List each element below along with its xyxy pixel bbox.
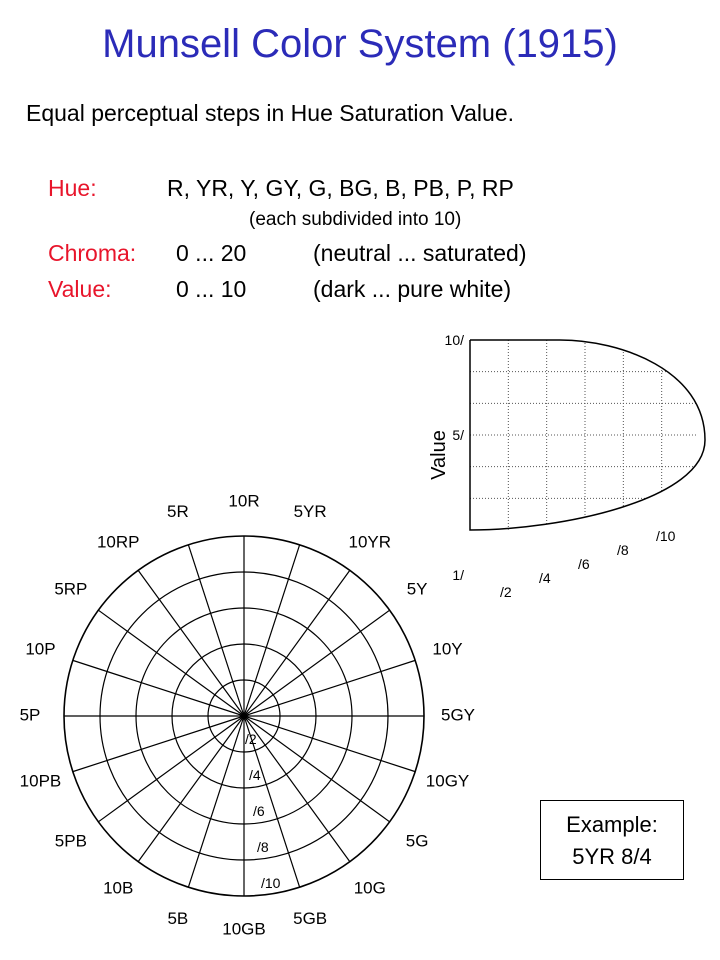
hue-spoke <box>188 545 244 716</box>
chroma-label: /10 <box>261 875 281 891</box>
value-desc: (dark ... pure white) <box>313 276 512 302</box>
value-label: Value: <box>48 276 112 302</box>
chroma-tick: /6 <box>578 556 590 572</box>
hue-label: 5P <box>19 705 41 725</box>
hue-label: 5B <box>167 909 189 929</box>
example-box <box>540 800 684 880</box>
chroma-label: Chroma: <box>48 240 137 266</box>
value-chroma-chart <box>428 332 712 600</box>
hue-label: Hue: <box>48 175 97 201</box>
value-tick: 5/ <box>452 427 464 443</box>
hue-label: 10GB <box>222 919 266 939</box>
hue-spoke <box>73 716 244 772</box>
hue-label: 5R <box>167 501 189 521</box>
hue-label: 5GY <box>440 705 476 725</box>
hue-label: 10R <box>228 491 260 511</box>
hue-note: (each subdivided into 10) <box>249 209 462 230</box>
hue-label: 10B <box>103 878 134 898</box>
value-tick: 1/ <box>452 567 464 583</box>
hue-spoke <box>244 545 300 716</box>
chroma-label: /8 <box>257 839 269 855</box>
hue-wheel <box>20 491 475 938</box>
chroma-range: 0 ... 20 <box>176 240 247 266</box>
value-range: 0 ... 10 <box>176 276 247 302</box>
example-heading: Example: <box>566 812 658 837</box>
hue-spoke <box>138 570 244 716</box>
chroma-label: /6 <box>253 803 265 819</box>
hue-label: 10YR <box>348 532 392 552</box>
hue-spoke <box>98 610 244 716</box>
hue-values: R, YR, Y, GY, G, BG, B, PB, P, RP <box>167 175 514 201</box>
chroma-tick: /10 <box>656 528 676 544</box>
hue-spoke <box>188 716 244 887</box>
hue-label: 10G <box>353 878 386 898</box>
hue-label: 10GY <box>425 771 470 791</box>
chroma-tick: /2 <box>500 584 512 600</box>
chroma-tick: /4 <box>539 570 551 586</box>
chroma-tick: /8 <box>617 542 629 558</box>
hue-label: 10Y <box>432 639 463 659</box>
hue-label: 5G <box>405 831 429 851</box>
hue-label: 5Y <box>406 579 428 599</box>
hue-spoke <box>244 610 390 716</box>
chroma-label: /2 <box>245 731 257 747</box>
hue-spoke <box>244 716 415 772</box>
hue-spoke <box>73 660 244 716</box>
page-title: Munsell Color System (1915) <box>102 22 618 66</box>
example-code: 5YR 8/4 <box>572 844 652 869</box>
hue-label: 5RP <box>54 579 88 599</box>
hue-spoke <box>244 570 350 716</box>
chroma-label: /4 <box>249 767 261 783</box>
hue-label: 10RP <box>96 532 140 552</box>
hue-spoke <box>244 716 390 822</box>
hue-label: 5YR <box>293 501 327 521</box>
chroma-desc: (neutral ... saturated) <box>313 240 527 266</box>
value-axis-label: Value <box>428 430 450 480</box>
hue-label: 10PB <box>19 771 62 791</box>
subtitle: Equal perceptual steps in Hue Saturation Value. <box>26 100 514 126</box>
hue-spoke <box>138 716 244 862</box>
hue-spoke <box>98 716 244 822</box>
hue-label: 5PB <box>54 831 87 851</box>
hue-spoke <box>244 660 415 716</box>
hue-label: 5GB <box>293 909 328 929</box>
hue-label: 10P <box>25 639 56 659</box>
value-tick: 10/ <box>444 332 464 348</box>
